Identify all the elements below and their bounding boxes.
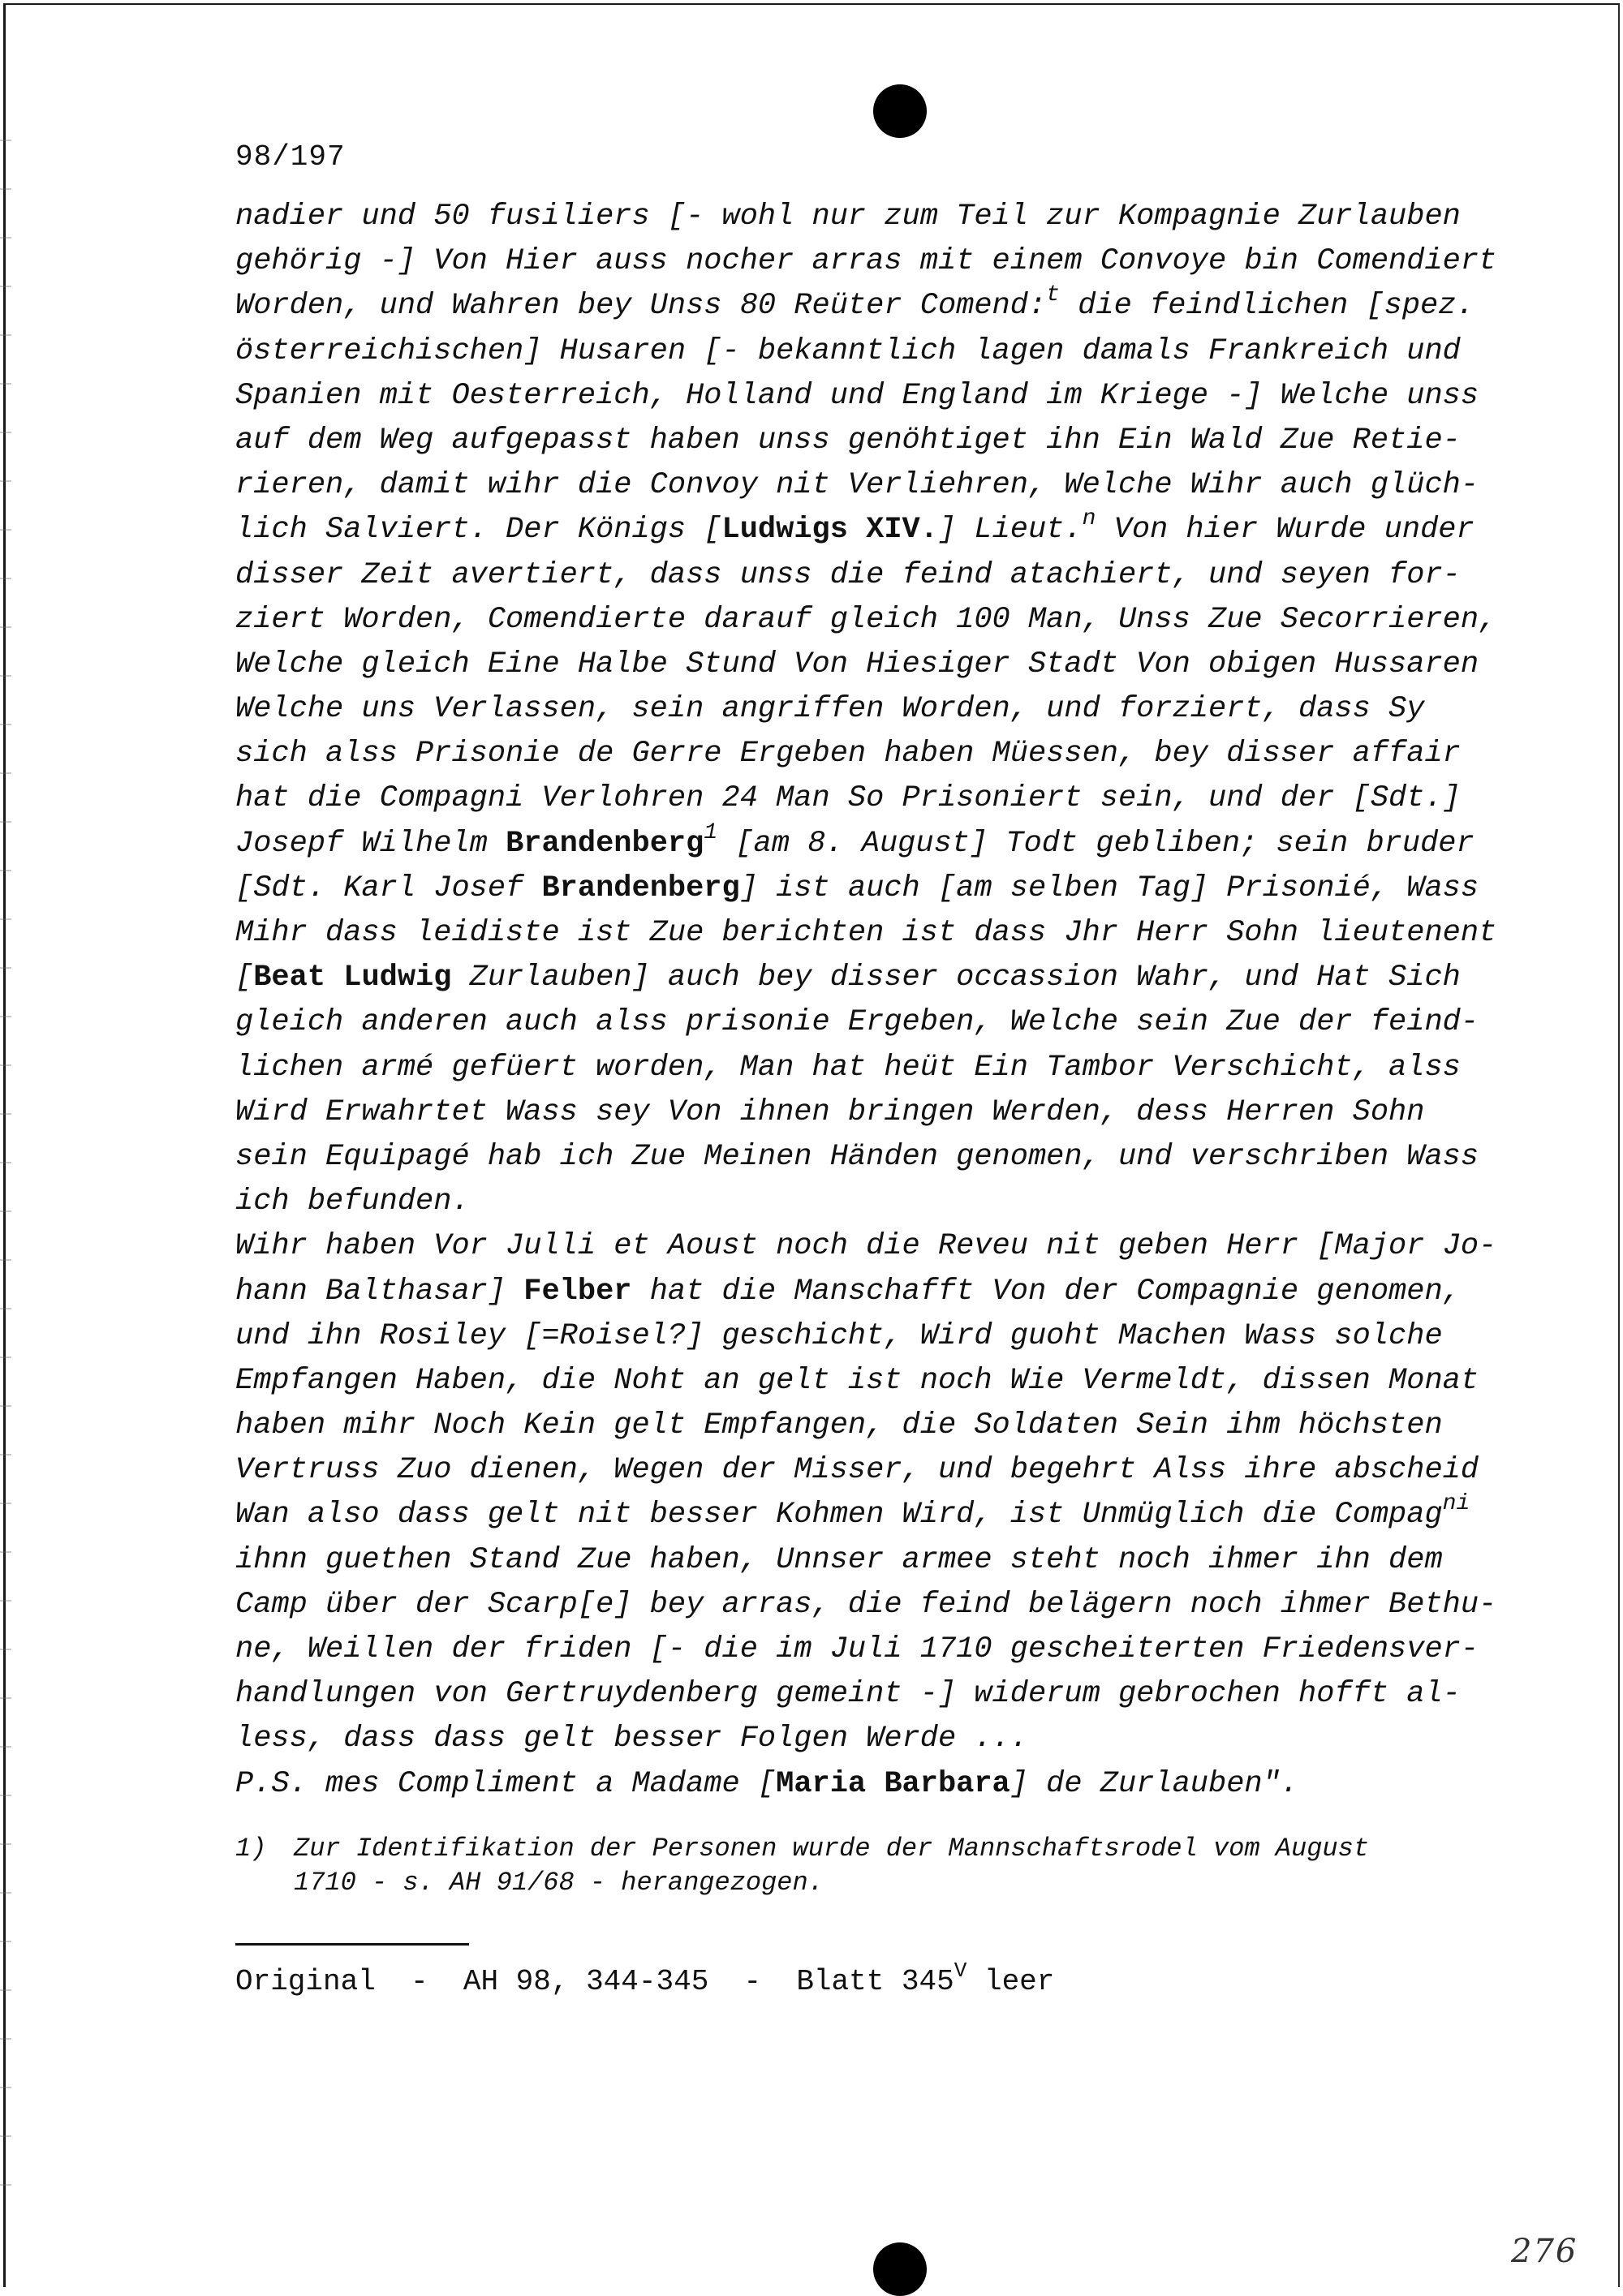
text-segment: Empfangen Haben, die Noht an gelt ist noch Wie Vermeldt, dissen Monat — [235, 1363, 1479, 1398]
source-superscript: V — [954, 1958, 967, 1983]
superscript: 1 — [704, 819, 718, 845]
bold-name: Beat Ludwig — [253, 961, 452, 995]
text-line — [235, 1224, 1497, 1269]
text-segment: auf dem Weg aufgepasst haben unss genöhtiget ihn Ein Wald Zue Retie- — [235, 423, 1461, 458]
text-segment: Von hier Wurde under — [1096, 513, 1474, 548]
text-segment: ] Lieut. — [937, 513, 1083, 548]
text-segment: [Sdt. Karl Josef — [235, 871, 542, 905]
text-segment: ] de Zurlauben". — [1010, 1766, 1299, 1801]
text-line — [235, 819, 1485, 866]
text-line — [235, 329, 1485, 374]
footnote — [235, 1832, 1453, 1900]
superscript: t — [1046, 282, 1060, 308]
text-segment: Welche gleich Eine Halbe Stund Von Hiesiger Stadt Von obigen Hussaren — [235, 647, 1479, 681]
bold-name: Felber — [523, 1274, 632, 1309]
text-segment: österreichischen] Husaren [- bekanntlich lagen damals Frankreich und — [235, 333, 1461, 368]
text-segment: rieren, damit wihr die Convoy nit Verliehren, Welche Wihr auch glüch- — [235, 468, 1479, 503]
text-line — [235, 1493, 1485, 1537]
text-segment: lich Salviert. Der Königs [ — [235, 513, 722, 548]
text-segment: handlungen von Gertruydenberg gemeint -] widerum gebrochen hofft al- — [235, 1677, 1461, 1712]
text-line — [235, 553, 1485, 598]
footnote-divider — [235, 1943, 469, 1946]
text-segment: Welche uns Verlassen, sein angriffen Worden, und forziert, dass Sy — [235, 692, 1425, 727]
text-segment: hat die Compagni Verlohren 24 Man So Prisoniert sein, und der [Sdt.] — [235, 781, 1461, 816]
text-segment: disser Zeit avertiert, dass unss die feind atachiert, und seyen for- — [235, 557, 1461, 592]
text-segment: [ — [235, 961, 254, 995]
text-line — [235, 1404, 1485, 1448]
bold-name: Brandenberg — [541, 871, 740, 905]
text-line — [235, 687, 1485, 732]
text-segment: sich alss Prisonie de Gerre Ergeben haben Müessen, bey disser affair — [235, 737, 1461, 772]
superscript: n — [1082, 506, 1096, 532]
text-segment: Josepf Wilhelm — [235, 826, 506, 861]
text-segment: und ihn Rosiley [=Roisel?] geschicht, Wird guoht Machen Wass solche — [235, 1318, 1443, 1353]
text-line — [235, 463, 1485, 508]
handwritten-folio-number: 276 — [1511, 2233, 1578, 2270]
text-segment: die feindlichen [spez. — [1059, 289, 1474, 324]
text-line — [235, 284, 1485, 329]
text-segment: hann Balthasar] — [235, 1274, 524, 1309]
text-segment: ] ist auch [am selben Tag] Prisonié, Wass — [739, 871, 1479, 905]
text-line — [235, 419, 1485, 463]
text-line — [235, 1000, 1485, 1045]
text-line — [235, 956, 1485, 1000]
footnote-line-1: Zur Identifikation der Personen wurde der Mannschaftsrodel vom August — [294, 1834, 1370, 1864]
bold-name: Ludwigs XIV. — [721, 513, 938, 548]
text-segment: [am 8. August] Todt gebliben; sein bruder — [717, 826, 1474, 861]
punch-hole-top — [873, 84, 927, 138]
text-line — [235, 1583, 1497, 1627]
text-segment: Spanien mit Oesterreich, Holland und England im Kriege -] Welche unss — [235, 378, 1479, 413]
punch-hole-bottom — [873, 2242, 927, 2296]
text-segment: haben mihr Noch Kein gelt Empfangen, die Soldaten Sein ihm höchsten — [235, 1408, 1443, 1443]
text-segment: lichen armé gefüert worden, Man hat heüt Ein Tambor Verschicht, alss — [235, 1050, 1461, 1085]
footnote-line-2: 1710 - s. AH 91/68 - herangezogen. — [294, 1868, 824, 1898]
superscript: ni — [1442, 1491, 1470, 1517]
text-line — [235, 1672, 1485, 1717]
text-segment: Camp über der Scarp[e] bey arras, die feind belägern noch ihmer Bethu- — [235, 1587, 1497, 1622]
text-line — [235, 1046, 1485, 1090]
text-segment: ne, Weillen der friden [- die im Juli 1710 gescheiterten Friedensver- — [235, 1632, 1479, 1666]
text-segment: hat die Manschafft Von der Compagnie genomen, — [631, 1274, 1461, 1309]
text-segment: nadier und 50 fusiliers [- wohl nur zum Teil zur Kompagnie Zurlauben — [235, 200, 1461, 234]
source-reference — [235, 1958, 1055, 1998]
text-line — [235, 195, 1485, 239]
text-line — [235, 1090, 1485, 1135]
bold-name: Maria Barbara — [776, 1766, 1010, 1801]
page-number: 98/197 — [235, 140, 346, 174]
bold-name: Brandenberg — [506, 826, 704, 861]
text-line — [235, 1270, 1485, 1314]
text-line — [235, 1717, 1485, 1761]
text-line — [235, 374, 1485, 419]
text-line — [235, 911, 1497, 956]
text-segment: Zurlauben] auch bey disser occassion Wahr, und Hat Sich — [451, 961, 1461, 995]
text-line — [235, 643, 1485, 687]
letter-body — [235, 195, 1497, 1807]
text-segment: gleich anderen auch alss prisonie Ergeben, Welche sein Zue der feind- — [235, 1005, 1479, 1040]
text-segment: less, dass dass gelt besser Folgen Werde ... — [235, 1722, 1028, 1756]
text-line — [235, 1180, 1485, 1224]
text-segment: sein Equipagé hab ich Zue Meinen Händen genomen, und verschriben Wass — [235, 1139, 1479, 1174]
text-segment: Worden, und Wahren bey Unss 80 Reüter Comend: — [235, 289, 1047, 324]
text-line — [235, 1135, 1485, 1180]
text-line — [235, 1627, 1485, 1672]
text-segment: Vertruss Zuo dienen, Wegen der Misser, und begehrt Alss ihre abscheid — [235, 1453, 1479, 1488]
text-segment: ziert Worden, Comendierte darauf gleich 100 Man, Unss Zue Secorrieren, — [235, 602, 1497, 637]
text-segment: P.S. mes Compliment a Madame [ — [235, 1766, 777, 1801]
text-line — [235, 1448, 1485, 1493]
text-segment: ihnn guethen Stand Zue haben, Unnser armee steht noch ihmer ihn dem — [235, 1542, 1443, 1577]
source-tail: leer — [966, 1965, 1055, 1998]
text-line — [235, 239, 1497, 284]
text-segment: gehörig -] Von Hier auss nocher arras mit einem Convoye bin Comendiert — [235, 244, 1497, 279]
text-line — [235, 1359, 1485, 1404]
scan-edge-artifact — [0, 122, 11, 2231]
text-line — [235, 1762, 1485, 1807]
text-line — [235, 1538, 1485, 1583]
text-line — [235, 508, 1485, 553]
source-text: Original - AH 98, 344-345 - Blatt 345 — [235, 1965, 954, 1998]
text-segment: ich befunden. — [235, 1185, 470, 1219]
text-segment: Mihr dass leidiste ist Zue berichten ist dass Jhr Herr Sohn lieutenent — [235, 916, 1497, 950]
text-line — [235, 1314, 1485, 1359]
text-line — [235, 598, 1497, 643]
text-segment: Wan also dass gelt nit besser Kohmen Wird, ist Unmüglich die Compag — [235, 1498, 1443, 1533]
text-line — [235, 866, 1485, 911]
text-segment: Wird Erwahrtet Wass sey Von ihnen bringen Werden, dess Herren Sohn — [235, 1094, 1425, 1129]
footnote-marker: 1) — [235, 1834, 267, 1864]
text-line — [235, 776, 1485, 821]
text-segment: Wihr haben Vor Julli et Aoust noch die Reveu nit geben Herr [Major Jo- — [235, 1229, 1497, 1264]
text-line — [235, 732, 1485, 776]
